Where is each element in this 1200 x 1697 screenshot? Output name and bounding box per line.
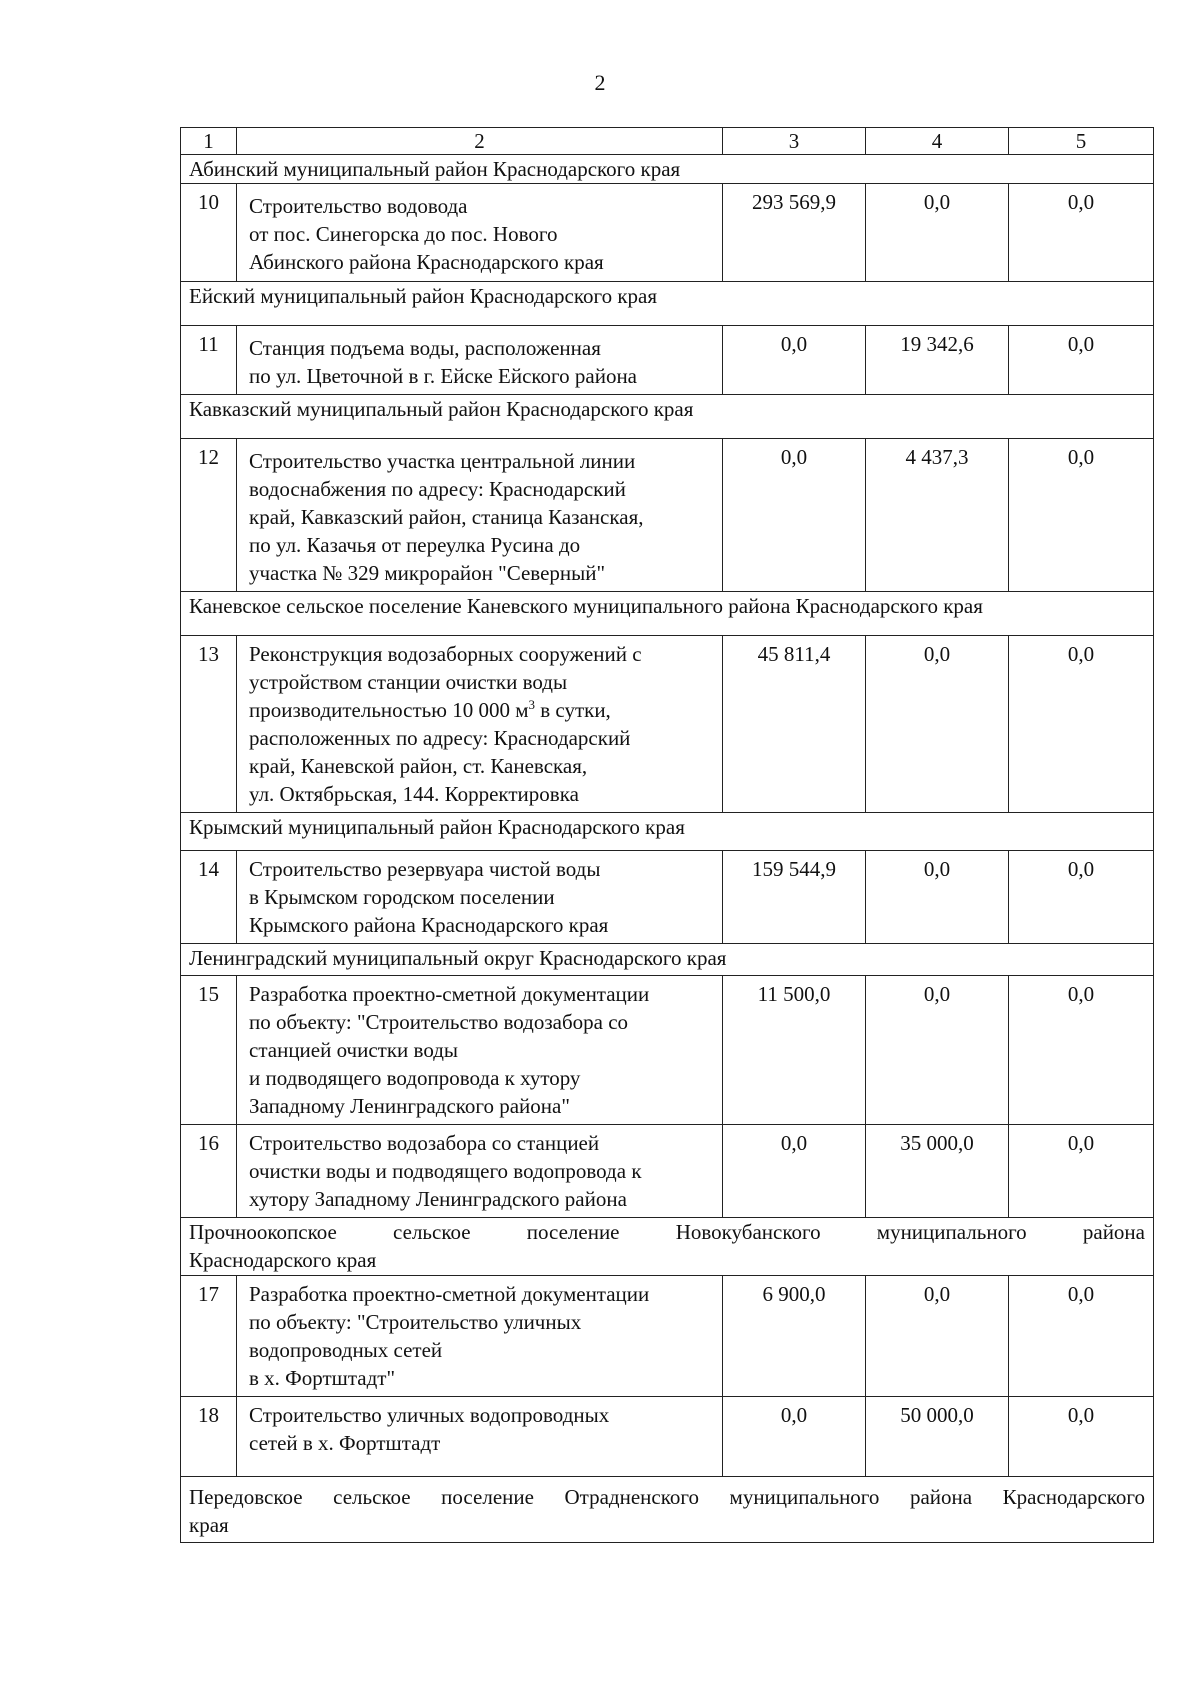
- object-name-line: Разработка проектно-сметной документации: [249, 982, 650, 1006]
- object-name: [237, 1276, 723, 1397]
- value-col4: 35 000,0: [866, 1125, 1009, 1218]
- value-col4: 0,0: [866, 1276, 1009, 1397]
- object-name-line: очистки воды и подводящего водопровода к: [249, 1159, 642, 1183]
- region-title-line: Передовское сельское поселение Отрадненского муниципального района Краснодарского: [189, 1485, 1145, 1509]
- object-name-line: хутору Западному Ленинградского района: [249, 1187, 627, 1211]
- object-name-line: Абинского района Краснодарского края: [249, 250, 604, 274]
- object-name-line: устройством станции очистки воды: [249, 670, 568, 694]
- value-col5: 0,0: [1009, 1125, 1154, 1218]
- object-name-line: расположенных по адресу: Краснодарский: [249, 726, 631, 750]
- object-name-line: Крымского района Краснодарского края: [249, 913, 609, 937]
- column-header: 1: [181, 128, 237, 155]
- region-row: [181, 944, 1154, 976]
- object-name-line: край, Кавказский район, станица Казанская,: [249, 505, 644, 529]
- value-col3: 45 811,4: [723, 636, 866, 813]
- column-header: 3: [723, 128, 866, 155]
- region-title: Абинский муниципальный район Краснодарского края: [181, 155, 1154, 184]
- object-name-line: в Крымском городском поселении: [249, 885, 555, 909]
- region-title: [181, 1477, 1154, 1543]
- value-col5: 0,0: [1009, 1276, 1154, 1397]
- value-col3: 0,0: [723, 1397, 866, 1477]
- value-col5: 0,0: [1009, 326, 1154, 395]
- object-name: [237, 1125, 723, 1218]
- table-row: [181, 326, 1154, 395]
- object-name-line: Строительство водовода: [249, 194, 468, 218]
- object-name-line: Строительство уличных водопроводных: [249, 1403, 610, 1427]
- region-row: [181, 282, 1154, 326]
- object-name-line: ул. Октябрьская, 144. Корректировка: [249, 782, 579, 806]
- region-row: [181, 592, 1154, 636]
- row-number: 16: [181, 1125, 237, 1218]
- value-col3: 0,0: [723, 439, 866, 592]
- object-name-line: Станция подъема воды, расположенная: [249, 336, 601, 360]
- value-col4: 4 437,3: [866, 439, 1009, 592]
- object-name: [237, 326, 723, 395]
- region-row: [181, 155, 1154, 184]
- object-name-line: по ул. Казачья от переулка Русина до: [249, 533, 581, 557]
- region-row: [181, 1477, 1154, 1543]
- object-name: [237, 1397, 723, 1477]
- object-name-line: станцией очистки воды: [249, 1038, 459, 1062]
- region-title-line: Краснодарского края: [189, 1248, 377, 1272]
- region-title: Ейский муниципальный район Краснодарского края: [181, 282, 1154, 326]
- row-number: 17: [181, 1276, 237, 1397]
- row-number: 11: [181, 326, 237, 395]
- value-col5: 0,0: [1009, 851, 1154, 944]
- value-col5: 0,0: [1009, 184, 1154, 282]
- object-name-line: [249, 696, 714, 724]
- region-title: [181, 1218, 1154, 1276]
- region-row: [181, 395, 1154, 439]
- region-title-line: края: [189, 1513, 229, 1537]
- object-name-text: в сутки,: [534, 698, 611, 722]
- page-number: 2: [594, 70, 606, 95]
- object-name-line: по объекту: "Строительство водозабора со: [249, 1010, 629, 1034]
- column-header: 4: [866, 128, 1009, 155]
- row-number: 10: [181, 184, 237, 282]
- object-name-text: производительностью 10 000 м: [249, 698, 529, 722]
- object-name-line: Строительство резервуара чистой воды: [249, 857, 601, 881]
- value-col4: 19 342,6: [866, 326, 1009, 395]
- value-col3: 159 544,9: [723, 851, 866, 944]
- table-row: [181, 439, 1154, 592]
- table-row: [181, 636, 1154, 813]
- table-row: [181, 1125, 1154, 1218]
- superscript: 3: [528, 697, 535, 712]
- object-name-line: водоснабжения по адресу: Краснодарский: [249, 477, 626, 501]
- object-name-line: Строительство водозабора со станцией: [249, 1131, 600, 1155]
- row-number: 15: [181, 976, 237, 1125]
- region-row: [181, 813, 1154, 851]
- object-name-line: Западному Ленинградского района": [249, 1094, 570, 1118]
- column-header: 5: [1009, 128, 1154, 155]
- object-name-line: участка № 329 микрорайон "Северный": [249, 561, 606, 585]
- value-col5: 0,0: [1009, 1397, 1154, 1477]
- object-name: [237, 636, 723, 813]
- value-col3: 0,0: [723, 1125, 866, 1218]
- value-col5: 0,0: [1009, 439, 1154, 592]
- value-col5: 0,0: [1009, 976, 1154, 1125]
- row-number: 18: [181, 1397, 237, 1477]
- value-col5: 0,0: [1009, 636, 1154, 813]
- value-col3: 6 900,0: [723, 1276, 866, 1397]
- region-row: [181, 1218, 1154, 1276]
- object-name-line: водопроводных сетей: [249, 1338, 443, 1362]
- object-name: [237, 439, 723, 592]
- table-row: [181, 184, 1154, 282]
- region-title: Крымский муниципальный район Краснодарского края: [181, 813, 1154, 851]
- value-col4: 0,0: [866, 976, 1009, 1125]
- region-title: Ленинградский муниципальный округ Краснодарского края: [181, 944, 1154, 976]
- value-col3: 0,0: [723, 326, 866, 395]
- objects-table: [180, 127, 1154, 1543]
- table-row: [181, 1397, 1154, 1477]
- row-number: 12: [181, 439, 237, 592]
- object-name-line: край, Каневской район, ст. Каневская,: [249, 754, 588, 778]
- value-col4: 0,0: [866, 184, 1009, 282]
- region-title-line: Прочноокопское сельское поселение Новокубанского муниципального района: [189, 1220, 1145, 1244]
- value-col4: 50 000,0: [866, 1397, 1009, 1477]
- object-name-line: Реконструкция водозаборных сооружений с: [249, 642, 642, 666]
- object-name-line: в х. Фортштадт": [249, 1366, 396, 1390]
- value-col4: 0,0: [866, 636, 1009, 813]
- header-row: [181, 128, 1154, 155]
- object-name-line: сетей в х. Фортштадт: [249, 1431, 441, 1455]
- region-title: Каневское сельское поселение Каневского муниципального района Краснодарского края: [181, 592, 1154, 636]
- object-name-line: Разработка проектно-сметной документации: [249, 1282, 650, 1306]
- object-name: [237, 851, 723, 944]
- column-header: 2: [237, 128, 723, 155]
- object-name-line: от пос. Синегорска до пос. Нового: [249, 222, 558, 246]
- row-number: 13: [181, 636, 237, 813]
- table-row: [181, 851, 1154, 944]
- object-name-line: по объекту: "Строительство уличных: [249, 1310, 582, 1334]
- row-number: 14: [181, 851, 237, 944]
- object-name-line: и подводящего водопровода к хутору: [249, 1066, 581, 1090]
- object-name-line: Строительство участка центральной линии: [249, 449, 636, 473]
- table-row: [181, 1276, 1154, 1397]
- value-col3: 11 500,0: [723, 976, 866, 1125]
- region-title: Кавказский муниципальный район Краснодарского края: [181, 395, 1154, 439]
- object-name-line: по ул. Цветочной в г. Ейске Ейского района: [249, 364, 637, 388]
- value-col3: 293 569,9: [723, 184, 866, 282]
- value-col4: 0,0: [866, 851, 1009, 944]
- object-name: [237, 976, 723, 1125]
- object-name: [237, 184, 723, 282]
- table-row: [181, 976, 1154, 1125]
